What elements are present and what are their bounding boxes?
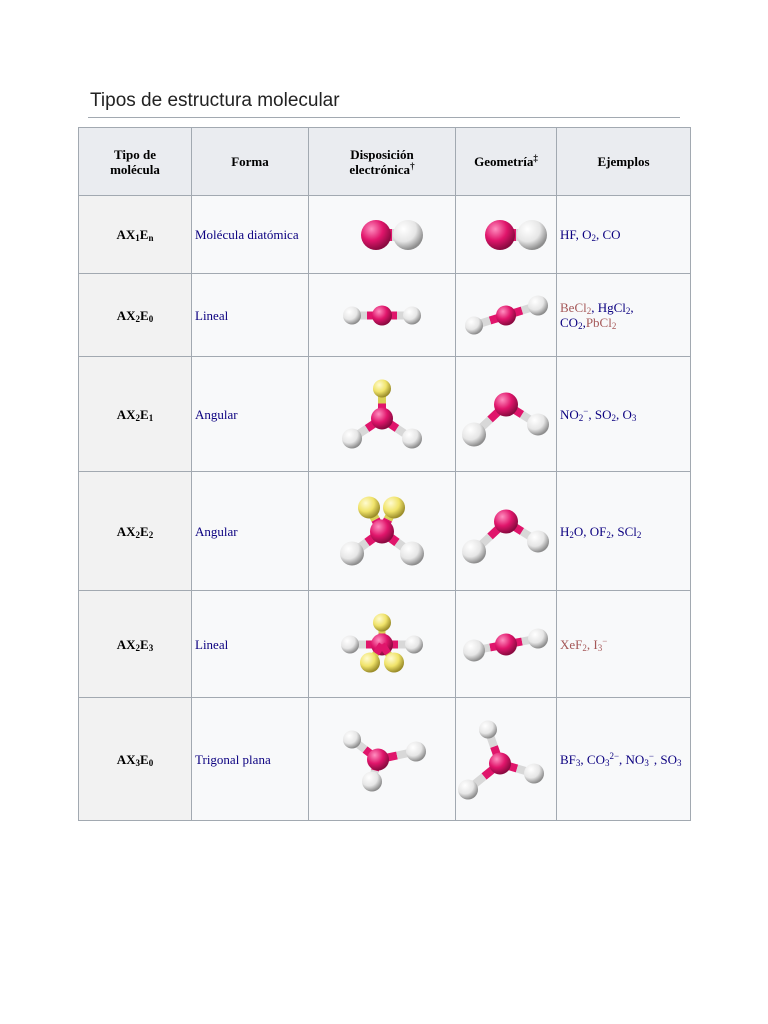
example-subscript: 2: [606, 529, 611, 540]
example-text: , SCl: [610, 523, 637, 539]
bent-molecule-icon[interactable]: [456, 475, 556, 588]
type-e-subscript: 1: [148, 412, 154, 423]
table-row: [79, 698, 691, 821]
example-text: BF: [560, 751, 576, 767]
header-tipo: [79, 128, 192, 196]
example-text: , CO: [595, 227, 621, 242]
type-ax-subscript: 1: [135, 233, 140, 243]
example-text: HgCl: [597, 300, 626, 315]
example-text: , SO: [653, 751, 678, 767]
disposicion-cell: [309, 274, 456, 357]
example-superscript: 2−: [609, 750, 620, 761]
type-e-subscript: n: [148, 233, 154, 243]
example-link[interactable]: [560, 315, 583, 330]
example-superscript: −: [583, 405, 589, 416]
linear-molecule-icon[interactable]: [332, 277, 432, 354]
example-link[interactable]: [560, 407, 636, 422]
ejemplos-cell: [557, 472, 691, 591]
title-divider: [88, 117, 680, 118]
forma-cell: [192, 357, 309, 472]
header-ejemplos: Ejemplos: [557, 128, 691, 196]
type-e: E: [140, 307, 149, 323]
footnote-mark-dagger[interactable]: †: [410, 160, 415, 171]
geometria-cell: [456, 274, 557, 357]
geometria-cell: [456, 472, 557, 591]
table-row: [79, 357, 691, 472]
example-subscript: 3: [604, 757, 610, 768]
example-text: XeF: [560, 636, 583, 652]
linear-three-lone-pairs-icon[interactable]: [332, 594, 432, 695]
header-disp-line1: Disposición: [350, 146, 414, 162]
example-link[interactable]: [586, 315, 617, 330]
table-header-row: [79, 128, 691, 196]
example-text: PbCl: [585, 315, 612, 330]
example-subscript: 2: [611, 412, 616, 423]
example-text: H: [560, 523, 570, 539]
example-subscript: 3: [575, 757, 581, 768]
forma-link[interactable]: Lineal: [195, 307, 229, 323]
ejemplos-cell: [557, 274, 691, 357]
example-text: NO: [560, 406, 579, 422]
example-subscript: 2: [625, 306, 631, 316]
example-separator: ,: [582, 315, 586, 330]
footnote-mark-double-dagger[interactable]: ‡: [533, 153, 538, 163]
disposicion-cell: [309, 591, 456, 698]
type-ax: AX: [116, 636, 136, 652]
ejemplos-cell: [557, 196, 691, 274]
header-forma: Forma: [192, 128, 309, 196]
example-subscript: 3: [631, 412, 637, 423]
type-ax-subscript: 2: [135, 313, 141, 324]
example-text: O, OF: [573, 523, 607, 539]
type-ax: AX: [116, 523, 136, 539]
type-ax-subscript: 3: [135, 757, 141, 768]
table-row: [79, 591, 691, 698]
page-title: Tipos de estructura molecular: [90, 90, 340, 111]
example-text: , O: [615, 406, 632, 422]
example-subscript: 3: [597, 642, 603, 653]
example-link[interactable]: [597, 300, 634, 316]
forma-cell: [192, 591, 309, 698]
example-subscript: 2: [582, 642, 587, 653]
disposicion-cell: [309, 472, 456, 591]
example-separator: ,: [591, 300, 598, 315]
type-e: E: [140, 406, 149, 422]
ejemplos-cell: [557, 698, 691, 821]
example-subscript: 3: [644, 757, 649, 768]
example-separator: ,: [630, 300, 634, 315]
molecule-type-cell: [79, 357, 192, 472]
forma-cell: [192, 196, 309, 274]
example-subscript: 2: [636, 529, 642, 540]
type-e: E: [139, 227, 149, 242]
molecular-structure-table: [78, 127, 691, 821]
example-text: CO: [560, 315, 579, 330]
diatomic-molecule-icon[interactable]: [456, 199, 556, 271]
disposicion-cell: [309, 196, 456, 274]
example-link[interactable]: [560, 300, 591, 315]
molecule-type-cell: [79, 196, 192, 274]
linear-molecule-icon[interactable]: [456, 277, 556, 354]
trigonal-planar-icon[interactable]: [456, 701, 556, 818]
example-text: , SO: [588, 406, 612, 422]
header-tipo-line1: Tipo de: [113, 146, 157, 162]
disposicion-cell: [309, 698, 456, 821]
header-tipo-line2: molécula: [110, 161, 160, 177]
example-superscript: −: [648, 750, 654, 761]
type-ax-subscript: 2: [135, 412, 141, 423]
example-subscript: 2: [586, 306, 592, 316]
geometria-cell: [456, 698, 557, 821]
example-superscript: −: [602, 635, 608, 646]
trigonal-planar-icon[interactable]: [332, 701, 432, 818]
forma-link[interactable]: Angular: [195, 523, 238, 539]
type-ax: AX: [116, 227, 136, 242]
example-link[interactable]: [560, 524, 641, 539]
type-ax-subscript: 2: [135, 642, 141, 653]
table-row: [79, 196, 691, 274]
bent-two-lone-pairs-icon[interactable]: [332, 475, 432, 588]
example-subscript: 3: [677, 757, 682, 768]
molecule-type-cell: [79, 274, 192, 357]
molecule-type-cell: [79, 472, 192, 591]
example-text: , I: [586, 636, 598, 652]
geometria-cell: [456, 591, 557, 698]
example-subscript: 2: [591, 233, 596, 243]
header-geom-label: Geometría: [474, 154, 534, 169]
example-subscript: 2: [578, 412, 584, 423]
type-ax: AX: [116, 307, 136, 323]
example-text: , CO: [580, 751, 605, 767]
header-disposicion: [309, 128, 456, 196]
ejemplos-cell: [557, 591, 691, 698]
forma-cell: [192, 698, 309, 821]
table-row: [79, 274, 691, 357]
diatomic-molecule-icon[interactable]: [332, 199, 432, 271]
type-ax: AX: [116, 406, 136, 422]
linear-molecule-icon[interactable]: [456, 594, 556, 695]
forma-link[interactable]: Lineal: [195, 636, 229, 652]
type-e-subscript: 3: [148, 642, 154, 653]
example-link[interactable]: [560, 752, 682, 767]
forma-link[interactable]: Molécula diatómica: [195, 227, 299, 242]
forma-cell: [192, 274, 309, 357]
example-subscript: 2: [611, 321, 617, 331]
molecule-type-cell: [79, 591, 192, 698]
example-link[interactable]: [560, 227, 621, 242]
forma-link[interactable]: Angular: [195, 406, 238, 422]
header-disp-line2: electrónica: [349, 161, 411, 177]
example-link[interactable]: [560, 637, 607, 652]
type-e: E: [140, 636, 149, 652]
type-e-subscript: 2: [148, 529, 154, 540]
example-text: , NO: [619, 751, 645, 767]
example-subscript: 2: [569, 529, 574, 540]
type-ax-subscript: 2: [135, 529, 141, 540]
example-text: BeCl: [560, 300, 587, 315]
molecule-type-cell: [79, 698, 192, 821]
bent-one-lone-pair-icon[interactable]: [332, 360, 432, 469]
type-e-subscript: 0: [148, 757, 154, 768]
example-subscript: 2: [578, 321, 583, 331]
type-ax: AX: [116, 751, 136, 767]
bent-molecule-icon[interactable]: [456, 360, 556, 469]
forma-cell: [192, 472, 309, 591]
forma-link[interactable]: Trigonal plana: [195, 751, 271, 767]
ejemplos-cell: [557, 357, 691, 472]
disposicion-cell: [309, 357, 456, 472]
geometria-cell: [456, 196, 557, 274]
geometria-cell: [456, 357, 557, 472]
table-row: [79, 472, 691, 591]
type-e: E: [140, 523, 149, 539]
type-e: E: [140, 751, 149, 767]
header-geometria: [456, 128, 557, 196]
type-e-subscript: 0: [148, 313, 154, 324]
example-text: HF, O: [560, 227, 592, 242]
